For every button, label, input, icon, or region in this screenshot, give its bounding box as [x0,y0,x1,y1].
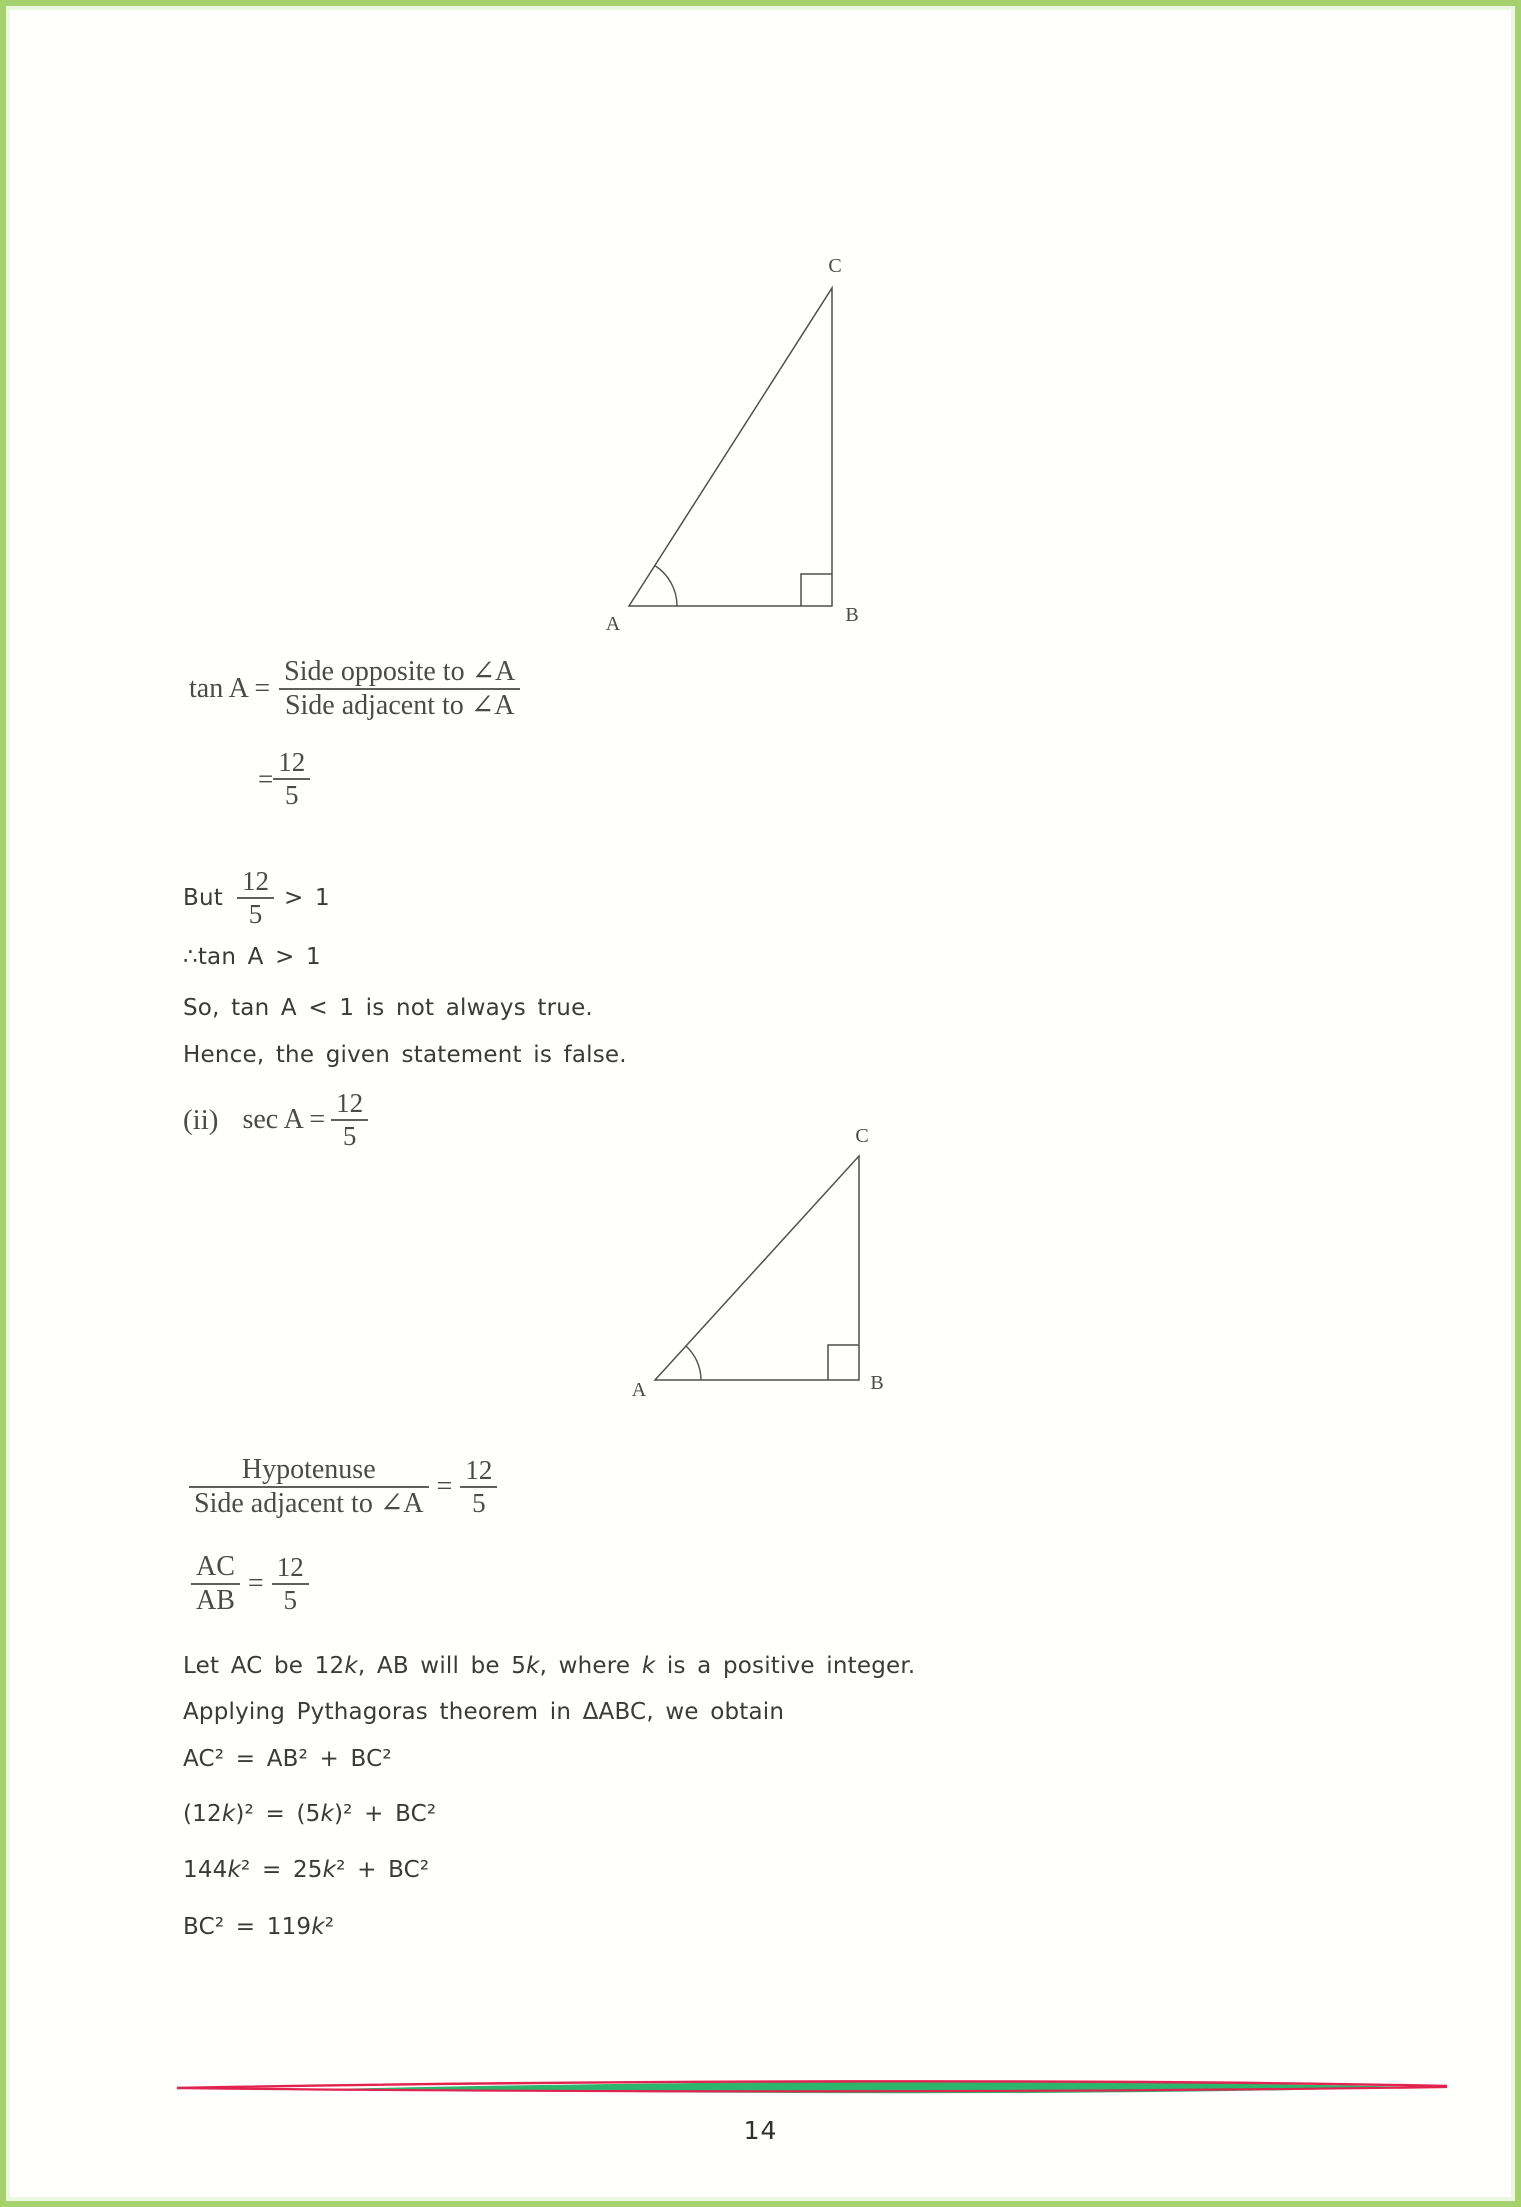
vertex-label-c: C [828,255,842,277]
equation-line-2: (12k)² = (5k)² + BC² [183,1801,437,1827]
angle-arc [686,1346,701,1380]
but-fraction [237,866,274,930]
let-line: Let AC be 12k, AB will be 5k, where k is a positive integer. [183,1653,916,1679]
ratio-fraction [191,1551,240,1617]
fraction-numerator: 12 [336,1088,364,1118]
fraction-numerator: 12 [278,747,306,777]
fraction-denominator: Side adjacent to ∠A [284,690,515,722]
angle-arc [655,566,677,607]
triangle-diagram-1 [586,241,886,641]
fraction-denominator: Side adjacent to ∠A [194,1488,424,1520]
hypotenuse-formula [189,1454,497,1520]
tan-formula-lhs: tan A = [189,673,271,705]
equals-sign: = [258,763,274,794]
triangle-diagram-2 [611,1106,911,1406]
tan-formula-fraction [279,656,520,722]
fraction-numerator: 12 [241,866,269,896]
ratio-formula [191,1551,309,1617]
right-angle-marker [801,574,832,606]
fraction-numerator: 12 [276,1552,304,1583]
fraction-denominator: 5 [283,1585,297,1616]
vertex-label-b: B [845,604,859,626]
equation-line-3: 144k² = 25k² + BC² [183,1857,430,1883]
but-text: But [183,885,223,912]
fraction-denominator: 5 [342,1121,357,1152]
vertex-label-b: B [870,1372,884,1394]
fraction-denominator: 5 [472,1488,486,1519]
triangle-outline [629,288,832,606]
therefore-line: ∴tan A > 1 [183,944,321,970]
vertex-label-a: A [631,1379,647,1401]
tan-value-fraction [273,747,310,811]
fraction-numerator: Side opposite to ∠A [284,656,516,687]
equals-sign: = [247,1568,264,1600]
value-fraction [272,1552,309,1616]
applying-line: Applying Pythagoras theorem in ΔABC, we obtain [183,1699,785,1725]
fraction-numerator: Hypotenuse [241,1454,376,1485]
hypotenuse-fraction [189,1454,429,1520]
right-angle-marker [828,1345,859,1380]
but-comparison: > 1 [283,885,330,912]
sec-lhs: sec A = [242,1104,326,1136]
value-fraction [460,1455,497,1519]
but-line [183,866,330,930]
item-marker: (ii) [183,1103,219,1136]
vertex-label-c: C [855,1125,869,1147]
footer-divider-swirl [171,2074,1456,2104]
fraction-denominator: AB [196,1585,235,1617]
so-line: So, tan A < 1 is not always true. [183,995,593,1021]
fraction-numerator: 12 [465,1455,493,1486]
tan-formula [189,656,520,722]
sec-fraction [331,1088,368,1152]
tan-value [258,747,310,811]
fraction-denominator: 5 [284,780,299,811]
fraction-denominator: 5 [248,899,263,930]
hence-line: Hence, the given statement is false. [183,1042,627,1068]
equation-line-4: BC² = 119k² [183,1914,335,1940]
sec-line [183,1088,368,1152]
vertex-label-a: A [605,613,621,635]
fraction-numerator: AC [196,1551,235,1582]
equals-sign: = [436,1471,453,1503]
equation-line-1: AC² = AB² + BC² [183,1746,392,1772]
page-number: 14 [743,2116,778,2145]
